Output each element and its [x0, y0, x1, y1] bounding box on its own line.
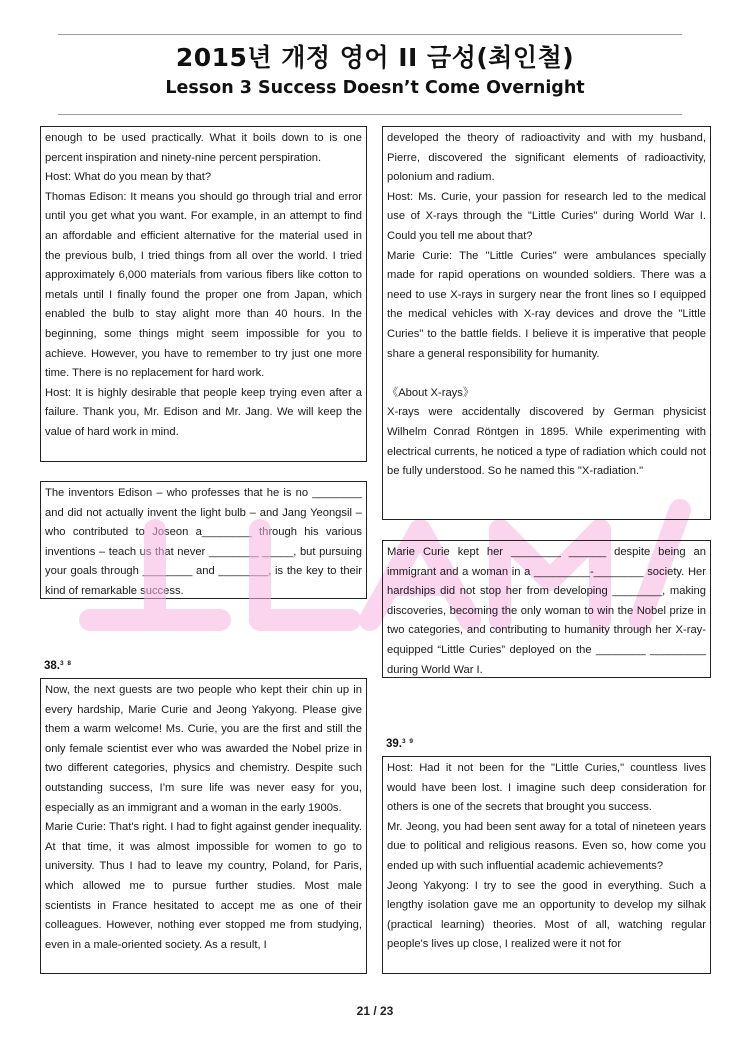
- question-number-label: 38.: [44, 660, 60, 672]
- summary-box-left: [40, 481, 367, 599]
- header-bottom-rule: [58, 114, 682, 115]
- passage-paragraph: Marie Curie: That's right. I had to fight against gender inequality. At that time, it was almost impossible for women to go to university. Thus I had to leave my country, Poland, for Paris, which allowed me to pursue further studies. Most male scientists in France hesitated to accept me as one of their colleagues. However, nothing ever stopped me from studying, even in a male-oriented society. As a result, I: [45, 821, 362, 951]
- passage-paragraph: enough to be used practically. What it boils down to is one percent inspiration and ninety-nine percent perspiration.: [45, 132, 362, 164]
- header-top-rule: [58, 34, 682, 35]
- passage-paragraph: X-rays were accidentally discovered by German physicist Wilhelm Conrad Röntgen in 1895. While experimenting with electrical currents, he noticed a type of radiation which could not be fully understood. So he named this "X-radiation.": [387, 406, 706, 478]
- page-number: 21 / 23: [356, 1004, 394, 1018]
- passage-paragraph: Thomas Edison: It means you should go through trial and error until you get what you want. For example, in an attempt to find an affordable and efficient alternative for the material used in the previous bulb, I tried things from all over the world. I tried approximately 6,000 materials from various fibers like cotton to metals until I finally found the proper one from Japan, which enabled the bulb to stay alight more than 40 hours. In the beginning, some things might seem impossible for you to achieve. However, you have to remember to try just one more time. There is no replacement for hard work.: [45, 190, 362, 380]
- passage-paragraph: developed the theory of radioactivity and with my husband, Pierre, discovered the significant elements of radioactivity, polonium and radium.: [387, 132, 706, 184]
- passage-paragraph: Host: What do you mean by that?: [45, 171, 212, 184]
- passage-paragraph: Mr. Jeong, you had been sent away for a total of nineteen years due to political and religious reasons. Even so, how come you ended up with such influential academic achievements?: [387, 820, 706, 872]
- passage-paragraph: Host: Ms. Curie, your passion for research led to the medical use of X-rays through the "Little Curies" during World War I. Could you tell me about that?: [387, 190, 706, 242]
- passage-paragraph: Host: It is highly desirable that people keep trying even after a failure. Thank you, Mr. Edison and Mr. Jang. We will keep the value of hard work in mind.: [45, 386, 362, 438]
- passage-paragraph: Now, the next guests are two people who kept their chin up in every hardship, Marie Curie and Jeong Yakyong. Please give them a warm welcome! Ms. Curie, you are the first and still the only female scientist ever who was awarded the Nobel prize in two different categories, physics and chemistry. Despite such outstanding success, I’m sure life was never easy for you, especially as an immigrant and a woman in the early 1900s.: [45, 684, 362, 814]
- summary-box-right: [382, 540, 711, 678]
- question-number-sup: 3 8: [60, 660, 73, 667]
- passage-box-right-top: [382, 126, 711, 520]
- question-number-38: [44, 660, 72, 672]
- summary-text: The inventors Edison – who professes that he is no ________ and did not actually invent the light bulb – and Jang Yeongsil – who contributed to Joseon a________ through his various inventions – teach us that never ________ _____, but pursuing your goals through ________ and ________, is the key to their kind of remarkable success.: [45, 487, 362, 597]
- passage-paragraph: Host: Had it not been for the "Little Curies," countless lives would have been lost. I imagine such deep consideration for others is one of the secrets that brought you success.: [387, 762, 706, 814]
- page-title: 2015년 개정 영어 II 금성(최인철): [175, 43, 575, 72]
- passage-paragraph: Marie Curie: The "Little Curies" were ambulances specially made for rapid operations on wounded soldiers. There was a need to use X-rays in surgery near the front lines so I equipped the medical vehicles with X-ray devices and drove the "Little Curies" to the battle fields. I believe it is imperative that people share a general responsibility for humanity.: [387, 249, 706, 360]
- question-number-39: [386, 738, 414, 750]
- summary-text: Marie Curie kept her ________ ______ despite being an immigrant and a woman in a _________-________ society. Her hardships did not stop her from developing ________, making discoveries, becoming the only woman to win the Nobel prize in two categories, and contributing to humanity through her X-ray-equipped “Little Curies” deployed on the ________ _________ during World War I.: [387, 546, 706, 676]
- passage-box-left-top: [40, 126, 367, 462]
- question-number-label: 39.: [386, 738, 402, 750]
- passage-box-q39: [382, 756, 711, 974]
- section-heading-about-xrays: 《About X-rays》: [387, 386, 475, 399]
- question-number-sup: 3 9: [402, 738, 415, 745]
- lesson-subtitle: Lesson 3 Success Doesn’t Come Overnight: [165, 78, 585, 98]
- passage-box-q38: [40, 678, 367, 974]
- passage-paragraph: Jeong Yakyong: I try to see the good in everything. Such a lengthy isolation gave me an opportunity to develop my silhak (practical learning) theories. Most of all, watching regular people's lives up close, I realized were it not for: [387, 879, 706, 951]
